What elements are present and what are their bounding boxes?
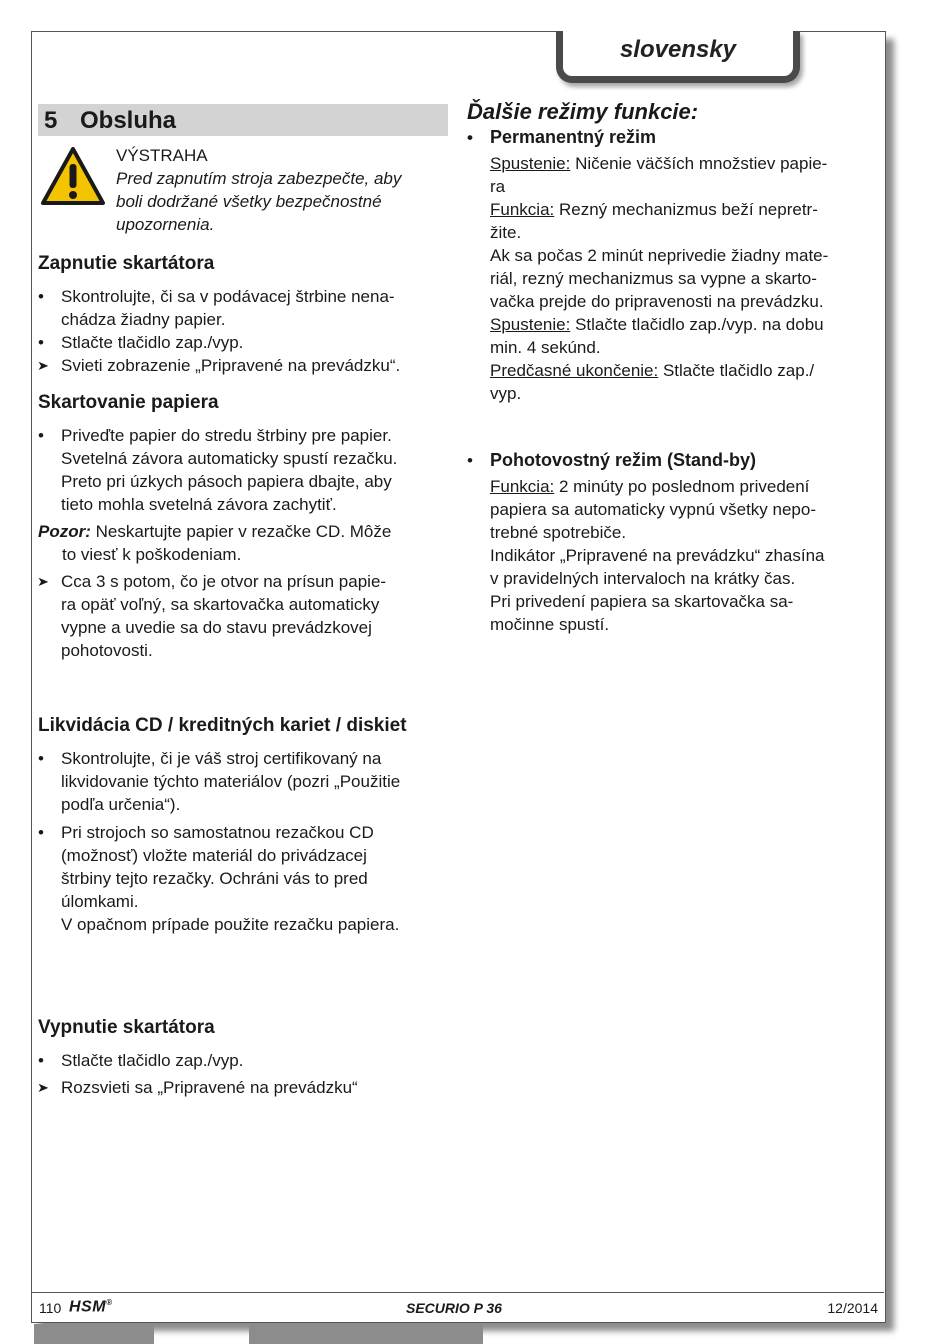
list-text: Skontrolujte, či je váš stroj certifikovaný na — [61, 749, 382, 768]
list-item — [38, 1076, 448, 1099]
list-item — [38, 331, 448, 354]
warning-triangle-icon — [40, 146, 106, 206]
arrow-icon: ➤ — [37, 1080, 49, 1095]
warning-line: upozornenia. — [116, 215, 215, 234]
start-label: Spustenie: — [490, 154, 571, 173]
section-title: Obsluha — [80, 106, 177, 134]
mode-text: papiera sa automaticky vypnú všetky nepo- — [490, 500, 817, 519]
section-number: 5 — [44, 106, 58, 134]
list-text: Priveďte papier do stredu štrbiny pre papier. — [61, 426, 392, 445]
mode-text: Stlačte tlačidlo zap./ — [658, 361, 815, 380]
mode-text: min. 4 sekúnd. — [490, 338, 601, 357]
bullet: • — [38, 823, 44, 842]
logo-mark: ® — [106, 1298, 113, 1307]
bullet: • — [38, 749, 44, 768]
list-text: podľa určenia“). — [61, 795, 181, 814]
list-text: Svetelná závora automaticky spustí rezačku. — [61, 449, 398, 468]
bullet: • — [467, 128, 473, 147]
list-text: Rozsvieti sa „Pripravené na prevádzku“ — [61, 1078, 358, 1097]
mode-name: Pohotovostný režim (Stand-by) — [490, 450, 757, 470]
mode-text: Ničenie väčších množstiev papie- — [570, 154, 828, 173]
function-label: Funkcia: — [490, 477, 555, 496]
list-text: Stlačte tlačidlo zap./vyp. — [61, 1051, 244, 1070]
list-text: tieto mohla svetelná závora zachytiť. — [61, 495, 337, 514]
warning-line: boli dodržané všetky bezpečnostné — [116, 192, 382, 211]
bullet: • — [38, 1051, 44, 1070]
function-label: Funkcia: — [490, 200, 555, 219]
mode-text: Stlačte tlačidlo zap./vyp. na dobu — [570, 315, 824, 334]
caution-text: Neskartujte papier v rezačke CD. Môže — [90, 522, 392, 541]
footer-bar — [249, 1324, 483, 1344]
list-text: Stlačte tlačidlo zap./vyp. — [61, 333, 244, 352]
bullet: • — [38, 426, 44, 445]
warning-block — [38, 144, 448, 252]
list-item — [38, 570, 448, 662]
mode-text: v pravidelných intervaloch na krátky čas. — [490, 569, 796, 588]
arrow-icon: ➤ — [37, 358, 49, 373]
list-item — [38, 354, 448, 377]
warning-line: Pred zapnutím stroja zabezpečte, aby — [116, 169, 402, 188]
bullet: • — [38, 333, 44, 352]
warning-title: VÝSTRAHA — [116, 146, 208, 165]
list-text: Svieti zobrazenie „Pripravené na prevádzku“. — [61, 356, 401, 375]
hsm-logo — [69, 1298, 112, 1316]
bullet: • — [467, 451, 473, 470]
mode-text: ra — [490, 177, 506, 196]
early-end-label: Predčasné ukončenie: — [490, 361, 659, 380]
mode-text: Ak sa počas 2 minút neprivedie žiadny mate- — [490, 246, 829, 265]
mode-text: Pri privedení papiera sa skartovačka sa- — [490, 592, 794, 611]
list-text: Preto pri úzkych pásoch papiera dbajte, aby — [61, 472, 392, 491]
shredding-heading: Skartovanie papiera — [38, 392, 219, 413]
mode-text: močinne spustí. — [490, 615, 610, 634]
mode-standby — [467, 449, 877, 636]
mode-text: Rezný mechanizmus beží nepretr- — [554, 200, 818, 219]
list-item — [38, 285, 448, 331]
logo-text: HSM — [69, 1298, 107, 1316]
list-item — [38, 747, 448, 816]
list-text: Cca 3 s potom, čo je otvor na prísun papie- — [61, 572, 387, 591]
list-text: úlomkami. — [61, 892, 139, 911]
list-text: ra opäť voľný, sa skartovačka automaticky — [61, 595, 380, 614]
mode-text: 2 minúty po poslednom privedení — [554, 477, 810, 496]
list-text: V opačnom prípade použite rezačku papiera. — [61, 915, 400, 934]
page-footer — [31, 1292, 884, 1323]
list-text: (možnosť) vložte materiál do privádzacej — [61, 846, 367, 865]
mode-text: trebné spotrebiče. — [490, 523, 627, 542]
mode-name: Permanentný režim — [490, 127, 657, 147]
list-text: Pri strojoch so samostatnou rezačkou CD — [61, 823, 374, 842]
list-item — [38, 424, 448, 516]
list-text: likvidovanie týchto materiálov (pozri „Použitie — [61, 772, 401, 791]
bullet: • — [38, 287, 44, 306]
left-column — [38, 104, 448, 1099]
caution-text: to viesť k poškodeniam. — [62, 545, 242, 564]
language-tab — [556, 31, 800, 83]
list-item — [38, 1049, 448, 1072]
list-item — [38, 821, 448, 936]
mode-text: Indikátor „Pripravené na prevádzku“ zhasína — [490, 546, 825, 565]
mode-permanent — [467, 126, 877, 405]
footer-bar — [34, 1324, 154, 1344]
language-label: slovensky — [619, 36, 737, 63]
right-column — [467, 98, 877, 636]
mode-text: žite. — [490, 223, 522, 242]
page-number: 110 — [39, 1300, 62, 1316]
list-text: štrbiny tejto rezačky. Ochráni vás to pred — [61, 869, 368, 888]
disposal-heading: Likvidácia CD / kreditných kariet / diskiet — [38, 715, 407, 736]
model-name: SECURIO P 36 — [406, 1300, 502, 1316]
modes-title: Ďalšie režimy funkcie: — [467, 99, 699, 124]
switch-on-heading: Zapnutie skartátora — [38, 253, 215, 274]
switch-off-heading: Vypnutie skartátora — [38, 1017, 215, 1038]
mode-text: vačka prejde do pripravenosti na prevádzku. — [490, 292, 824, 311]
mode-text: vyp. — [490, 384, 522, 403]
list-text: pohotovosti. — [61, 641, 153, 660]
footer-date: 12/2014 — [827, 1300, 878, 1316]
list-text: Skontrolujte, či sa v podávacej štrbine nena- — [61, 287, 395, 306]
start-label: Spustenie: — [490, 315, 571, 334]
mode-text: riál, rezný mechanizmus sa vypne a skarto- — [490, 269, 817, 288]
section-heading — [38, 104, 448, 136]
caution-label: Pozor: — [38, 522, 91, 541]
list-text: vypne a uvedie sa do stavu prevádzkovej — [61, 618, 372, 637]
list-text: chádza žiadny papier. — [61, 310, 226, 329]
arrow-icon: ➤ — [37, 574, 49, 589]
caution-note — [38, 520, 448, 543]
